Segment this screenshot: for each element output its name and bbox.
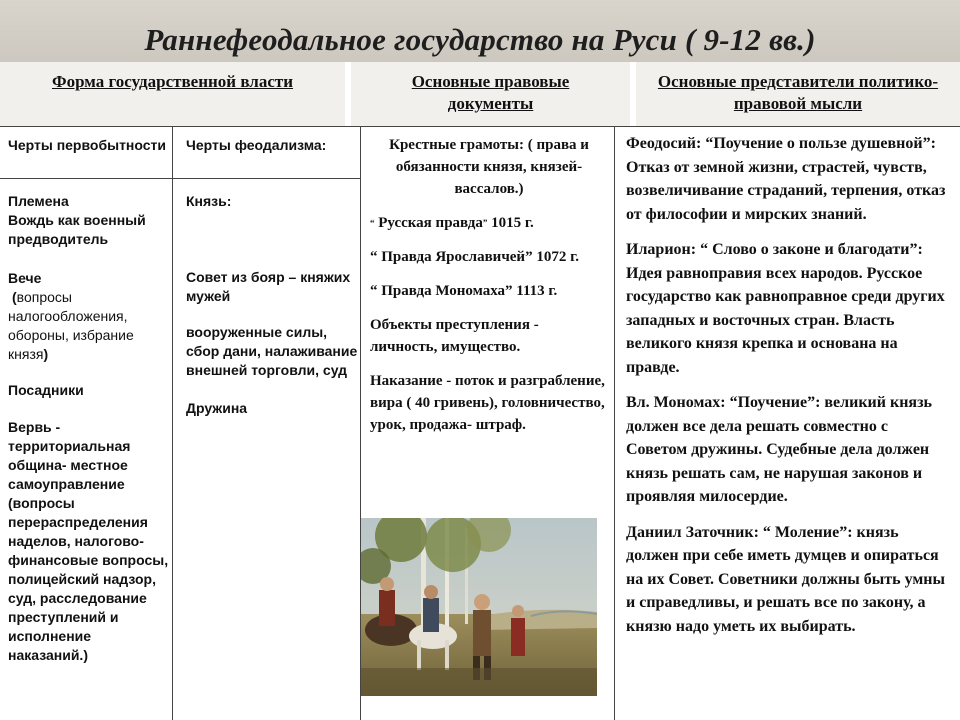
ilarion-paragraph: Иларион: “ Слово о законе и благодати”: Идея равноправия всех народов. Русское государство как равноправное среди других западных и восточных стран. Власть великого князя крепка и основана на правде. xyxy=(626,241,945,376)
pravda-yaroslavichei: “ Правда Ярославичей” 1072 г. xyxy=(370,249,579,265)
primitive-list xyxy=(8,192,171,665)
historical-painting xyxy=(361,518,597,696)
header-political-thought-label: Основные представители политико-правовой мысли xyxy=(657,72,939,113)
primitive-item: Посадники xyxy=(8,382,84,398)
detail-open: ( xyxy=(12,289,17,305)
header-state-power xyxy=(0,62,345,126)
quote-close: ” xyxy=(482,218,488,228)
primitive-item: Вождь как военный предводитель xyxy=(8,212,146,247)
primitive-item-detail xyxy=(8,288,171,364)
detail-close: ) xyxy=(43,346,49,362)
russkaya-pravda-title: Русская правда xyxy=(378,215,483,231)
russkaya-pravda xyxy=(370,212,608,234)
feudal-item: вооруженные силы, сбор дани, налаживание внешней торговли, суд xyxy=(186,324,358,378)
feudal-item: Князь: xyxy=(186,193,232,209)
primitive-header: Черты первобытности xyxy=(8,137,166,153)
quote-open: “ xyxy=(370,218,375,228)
detail-text: вопросы налогообложения, обороны, избрание князя xyxy=(8,289,134,362)
feudal-item: Совет из бояр – княжих мужей xyxy=(186,269,351,304)
monomakh-paragraph: Вл. Мономах: “Поучение”: великий князь должен все дела решать совместно с Советом дружины. Судебные дела должен князь решать сам, не нарушая законов и проявляя милосердие. xyxy=(626,394,932,505)
primitive-item: Племена xyxy=(8,193,69,209)
header-legal-documents xyxy=(351,62,630,126)
subheader-divider xyxy=(0,178,360,179)
feudal-item: Дружина xyxy=(186,400,248,416)
painting-image xyxy=(361,518,597,696)
header-divider xyxy=(0,126,960,127)
crime-objects: Объекты преступления - личность, имущество. xyxy=(370,317,539,355)
primitive-item: Вече xyxy=(8,270,42,286)
col2-col3-divider xyxy=(614,126,615,720)
daniil-zatochnik-paragraph: Даниил Заточник: “ Моление”: князь должен при себе иметь думцев и опираться на их Совет. Советники должны быть умны и справедливы, и решать все по закону, а князю надо уметь их выбирать. xyxy=(626,523,946,635)
political-thought xyxy=(626,132,952,650)
krestnye-gramoty: Крестные грамоты: ( права и обязанности князя, князей-вассалов.) xyxy=(389,137,589,197)
header-political-thought xyxy=(636,62,960,126)
punishments: Наказание - поток и разграбление, вира ( 40 гривень), головничество, урок, продажа- штраф. xyxy=(370,373,605,433)
header-legal-documents-label: Основные правовые документы xyxy=(411,72,570,113)
feodosiy-paragraph: Феодосий: “Поучение о пользе душевной”: Отказ от земной жизни, страстей, чувств, возвеличивание страданий, терпения, отказ от философии и мирских знаний. xyxy=(626,135,946,223)
primitive-item: Вервь - территориальная община- местное самоуправление (вопросы перераспределения наделов, налогово-финансовые вопросы, полицейский надзор, суд, расследование преступлений и исполнение наказаний.) xyxy=(8,419,169,663)
page-title: Раннефеодальное государство на Руси ( 9-12 вв.) xyxy=(144,22,816,57)
pravda-monomakha: “ Правда Мономаха” 1113 г. xyxy=(370,283,558,299)
russkaya-pravda-year: 1015 г. xyxy=(491,215,534,231)
feudal-header: Черты феодализма: xyxy=(186,137,327,153)
header-state-power-label: Форма государственной власти xyxy=(51,72,294,91)
legal-documents xyxy=(370,134,608,448)
col1-inner-divider xyxy=(172,126,173,720)
feudal-list xyxy=(186,192,358,418)
